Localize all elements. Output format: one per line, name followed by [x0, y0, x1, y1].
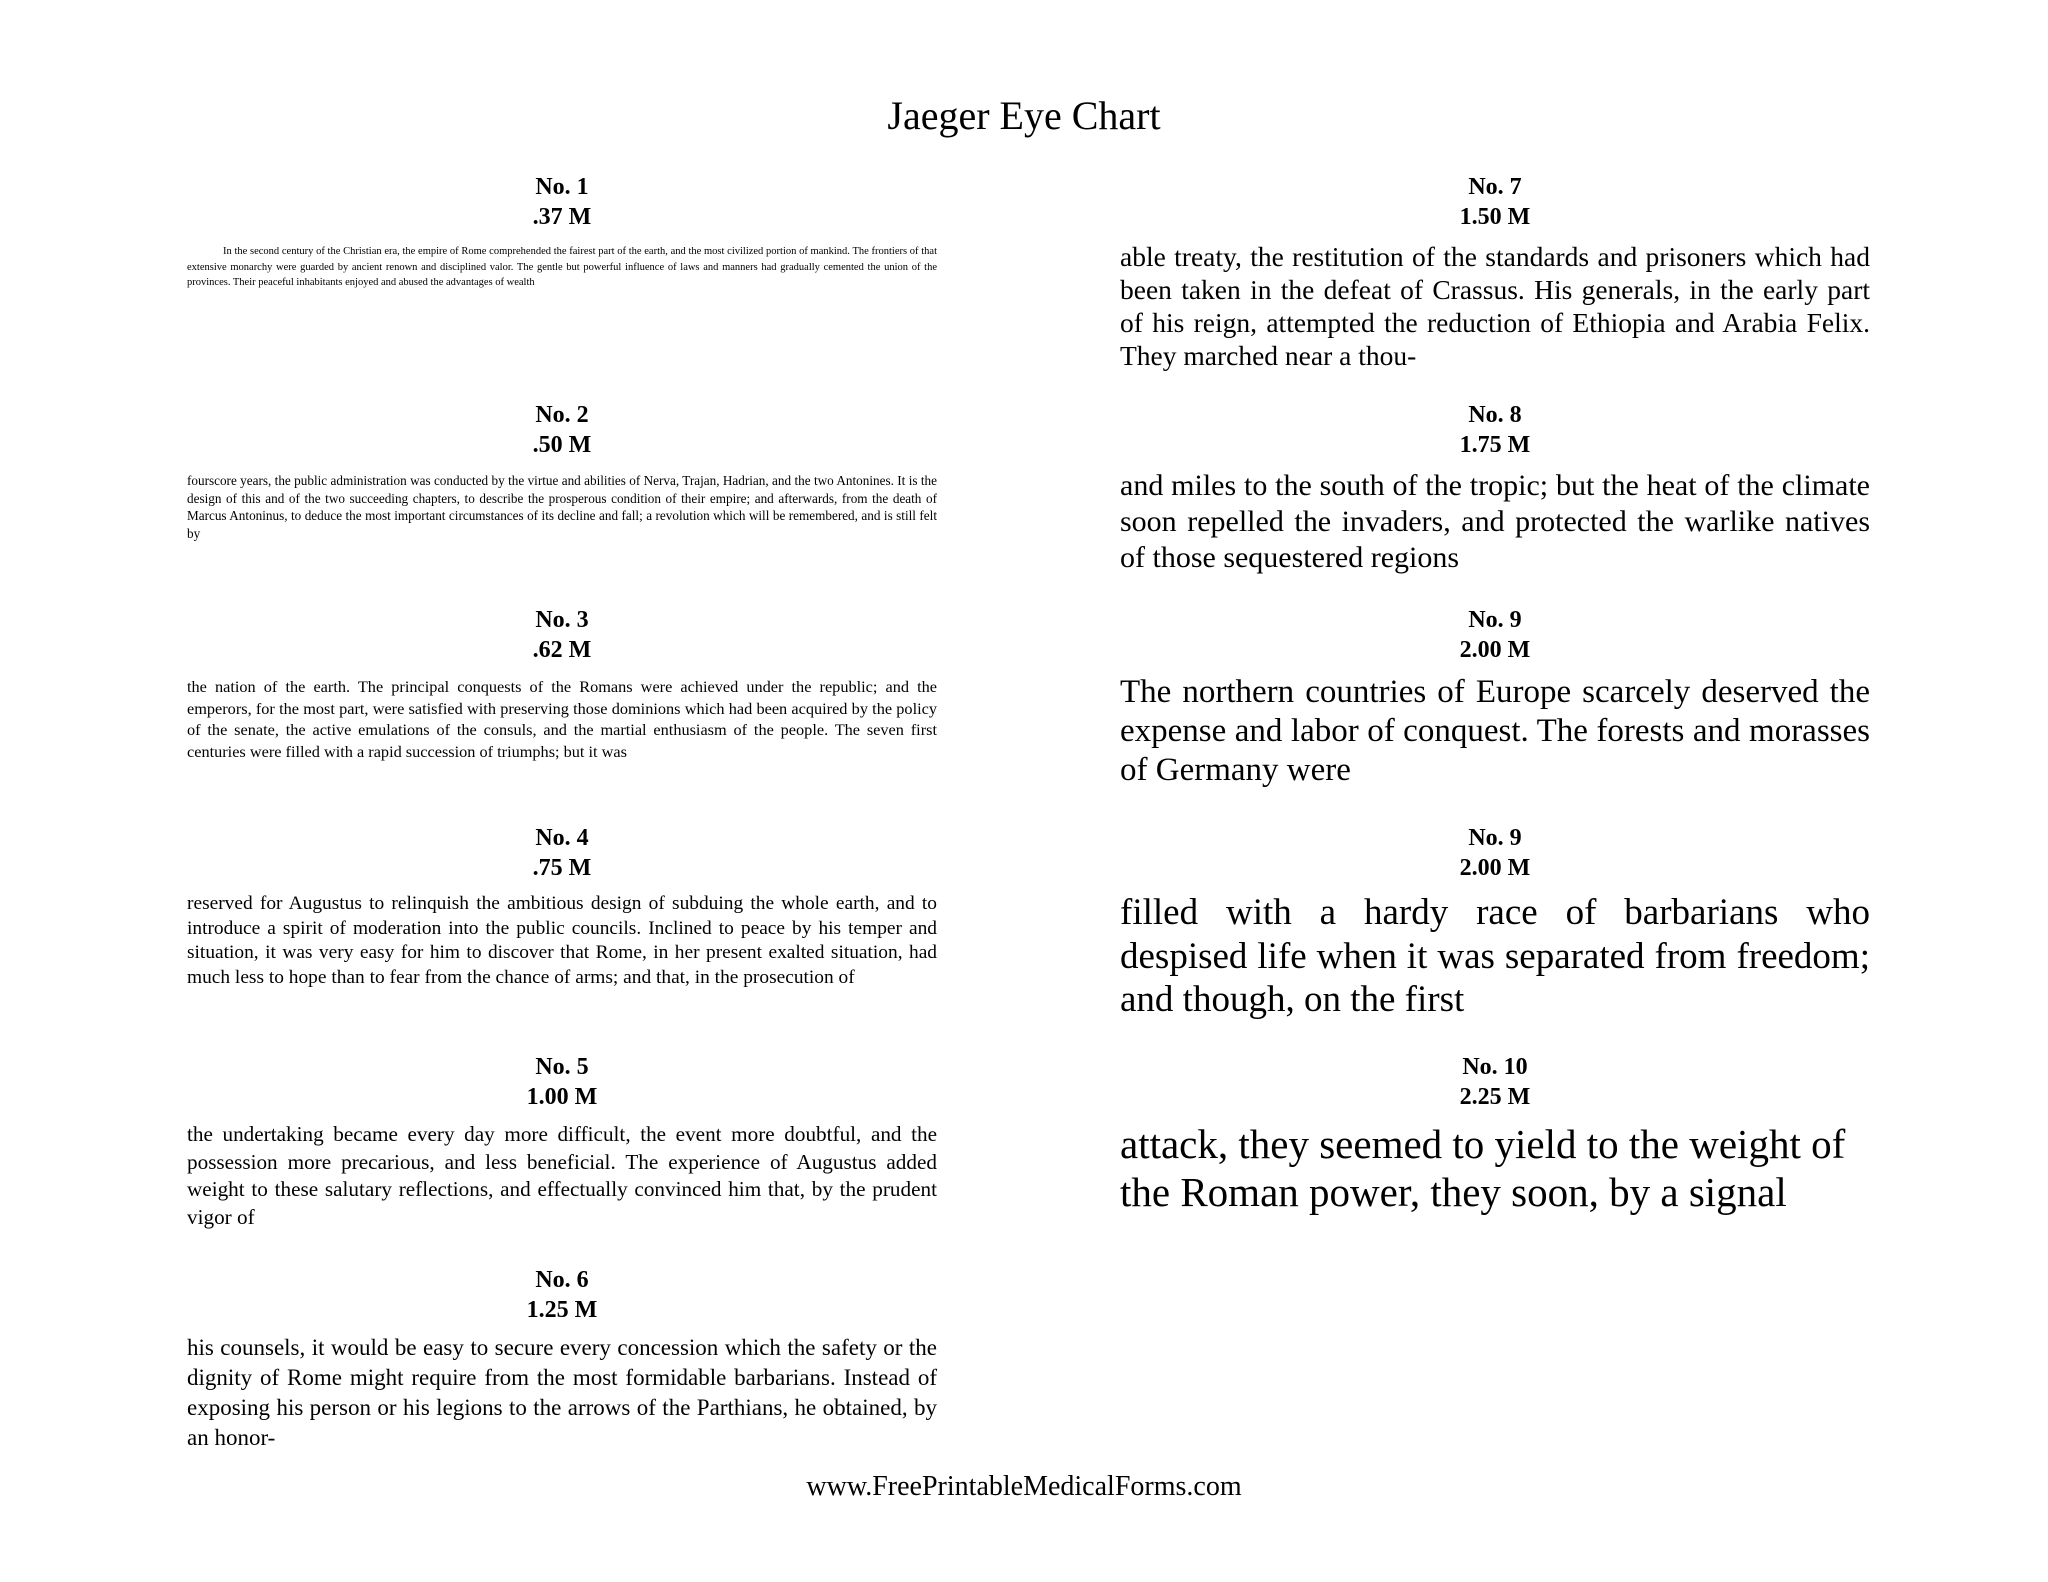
chart-section-no-7 [1120, 172, 1870, 372]
section-text: reserved for Augustus to relinquish the ambitious design of subduing the whole earth, and to introduce a spirit of moderation into the public councils. Inclined to peace by his temper and situation, it was very easy for him to discover that Rome, in her present exalted situation, had much less to hope than to fear from the chance of arms; and that, in the prosecution of [187, 893, 937, 988]
chart-section-no-5 [187, 1052, 937, 1231]
section-size: 2.00 M [1459, 855, 1531, 881]
section-number: No. 5 [535, 1054, 589, 1080]
section-text: the nation of the earth. The principal conquests of the Romans were achieved under the republic; and the emperors, for the most part, were satisfied with preserving those dominions which had been acquired by the policy of the senate, the active emulations of the consuls, and the martial enthusiasm of the people. The seven first centuries were filled with a rapid succession of triumphs; but it was [187, 677, 937, 761]
section-text: fourscore years, the public administration was conducted by the virtue and abilities of Nerva, Trajan, Hadrian, and the two Antonines. It is the design of this and of the two succeeding chapters, to describe the prosperous condition of their empire; and afterwards, from the death of Marcus Antoninus, to deduce the most important circumstances of its decline and fall; a revolution which will be remembered, and is still felt by [187, 473, 937, 541]
section-text: attack, they seemed to yield to the weight of the Roman power, they soon, by a signal [1120, 1121, 1846, 1215]
section-number: No. 9 [1468, 607, 1522, 633]
section-text: and miles to the south of the tropic; but the heat of the climate soon repelled the invaders, and protected the warlike natives of those sequestered regions [1120, 469, 1870, 574]
footer-url: www.FreePrintableMedicalForms.com [806, 1471, 1242, 1502]
section-size: .75 M [532, 855, 592, 881]
chart-section-no-2 [187, 400, 937, 542]
section-size: .37 M [532, 204, 592, 230]
section-text: The northern countries of Europe scarcely deserved the expense and labor of conquest. The forests and morasses of Germany were [1120, 674, 1870, 788]
section-text: able treaty, the restitution of the standards and prisoners which had been taken in the defeat of Crassus. His generals, in the early part of his reign, attempted the reduction of Ethiopia and Arabia Felix. They marched near a thou- [1120, 241, 1870, 371]
section-size: .62 M [532, 637, 592, 663]
chart-section-no-9 [1120, 605, 1870, 790]
chart-section-no-9-second [1120, 823, 1870, 1022]
section-size: 1.75 M [1459, 432, 1531, 458]
section-number: No. 7 [1468, 174, 1522, 200]
section-text: his counsels, it would be easy to secure every concession which the safety or the dignity of Rome might require from the most formidable barbarians. Instead of exposing his person or his legions to the arrows of the Parthians, he obtained, by an honor- [187, 1335, 937, 1450]
section-number: No. 10 [1462, 1054, 1528, 1080]
section-number: No. 3 [535, 607, 589, 633]
section-size: 2.25 M [1459, 1084, 1531, 1110]
chart-section-no-1 [187, 172, 937, 291]
section-number: No. 1 [535, 174, 589, 200]
section-number: No. 6 [535, 1267, 589, 1293]
chart-section-no-8 [1120, 400, 1870, 576]
section-number: No. 4 [535, 825, 589, 851]
chart-section-no-3 [187, 605, 937, 762]
section-number: No. 9 [1468, 825, 1522, 851]
chart-section-no-10 [1120, 1052, 1870, 1216]
section-size: .50 M [532, 432, 592, 458]
section-text: filled with a hardy race of barbarians who despised life when it was separated from freedom; and though, on the first [1120, 892, 1870, 1020]
section-size: 1.50 M [1459, 204, 1531, 230]
section-size: 1.25 M [526, 1297, 598, 1323]
section-size: 2.00 M [1459, 637, 1531, 663]
section-number: No. 8 [1468, 402, 1522, 428]
section-number: No. 2 [535, 402, 589, 428]
chart-section-no-6 [187, 1265, 937, 1453]
chart-section-no-4 [187, 823, 937, 990]
section-size: 1.00 M [526, 1084, 598, 1110]
page-title: Jaeger Eye Chart [887, 93, 1161, 138]
section-text: In the second century of the Christian era, the empire of Rome comprehended the fairest part of the earth, and the most civilized portion of mankind. The frontiers of that extensive monarchy were guarded by ancient renown and disciplined valor. The gentle but powerful influence of laws and manners had gradually cemented the union of the provinces. Their peaceful inhabitants enjoyed and abused the advantages of wealth [187, 246, 937, 288]
section-text: the undertaking became every day more difficult, the event more doubtful, and the possession more precarious, and less beneficial. The experience of Augustus added weight to these salutary reflections, and effectually convinced him that, by the prudent vigor of [187, 1122, 937, 1229]
